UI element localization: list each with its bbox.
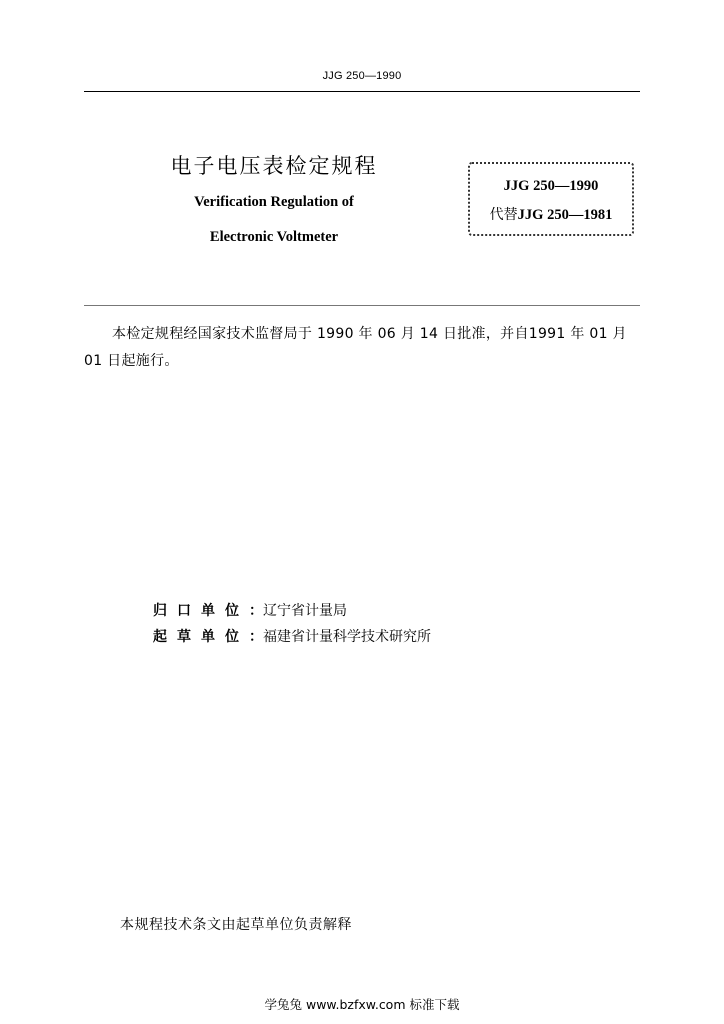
top-divider [84, 91, 640, 92]
org-row-drafting [153, 626, 431, 646]
org-value: 辽宁省计量局 [263, 603, 347, 619]
download-watermark: 学兔兔 www.bzfxw.com 标准下载 [264, 997, 460, 1012]
replaces-code [468, 204, 634, 224]
interpretation-note: 本规程技术条文由起草单位负责解释 [120, 917, 352, 933]
org-label: 归口单位： [153, 603, 273, 619]
org-row-responsible [153, 600, 347, 620]
standard-code-box [468, 162, 634, 236]
replaces-prefix: 代替 [489, 207, 518, 223]
title-english-line1: Verification Regulation of [194, 194, 354, 210]
header-standard-code: JJG 250—1990 [322, 70, 402, 82]
org-value: 福建省计量科学技术研究所 [263, 629, 431, 645]
standard-code: JJG 250—1990 [503, 178, 599, 194]
approval-paragraph: 本检定规程经国家技术监督局于 1990 年 06 月 14 日批准，并自1991 年 01 月 01 日起施行。 [84, 326, 627, 369]
org-label: 起草单位： [153, 629, 273, 645]
replaces-code-value: JJG 250—1981 [517, 207, 613, 223]
title-english-line2: Electronic Voltmeter [209, 229, 339, 245]
title-chinese: 电子电压表检定规程 [170, 154, 378, 178]
middle-divider [84, 305, 640, 306]
